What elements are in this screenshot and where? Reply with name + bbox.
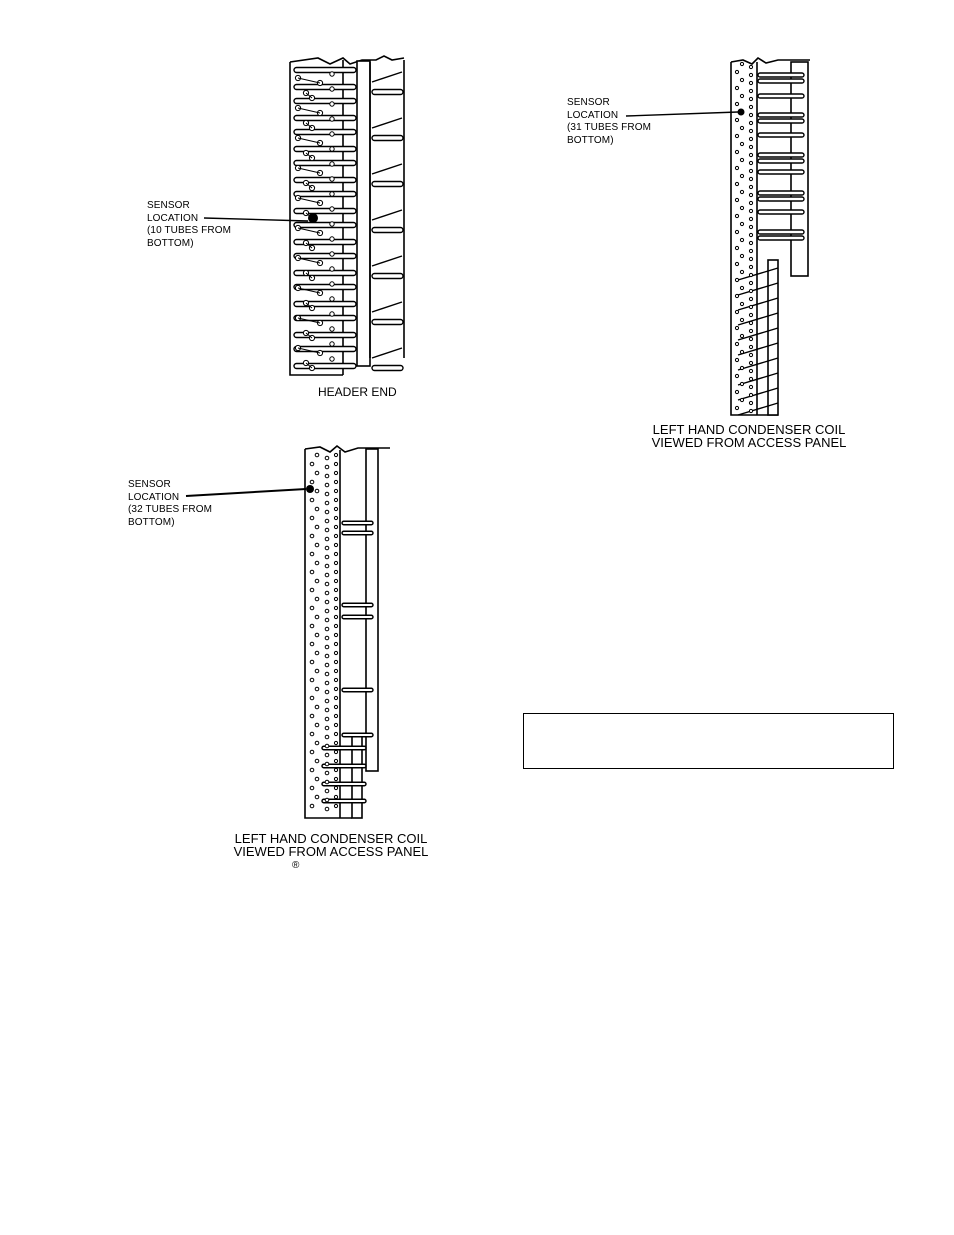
tube-end-dot	[334, 750, 337, 753]
tube-end-dot	[315, 615, 319, 619]
tube-end-dot	[325, 492, 329, 496]
tube-end-dot	[334, 453, 337, 456]
tube-end-dot	[325, 663, 329, 667]
coil-jagged-top	[290, 56, 404, 64]
tube-end-dot	[325, 600, 329, 604]
tube-end-dot	[740, 126, 743, 129]
coil-tube	[342, 733, 373, 737]
tube-end-dot	[334, 660, 337, 663]
tube-end-dot	[735, 246, 738, 249]
tube-end-dot	[334, 543, 337, 546]
tube-end-dot	[740, 302, 743, 305]
tube-end-dot	[325, 636, 329, 640]
tube-end-dot	[749, 393, 752, 396]
tube-end-dot	[740, 286, 743, 289]
tube-end-dot	[315, 597, 319, 601]
tube-end-dot	[310, 606, 314, 610]
coil-tube	[294, 192, 356, 197]
tube-end-dot	[334, 723, 337, 726]
tube-end-dot	[315, 525, 319, 529]
tube-end-dot	[315, 687, 319, 691]
tube-end-dot	[749, 265, 752, 268]
tube-end-dot	[315, 471, 319, 475]
coil-tube	[758, 191, 804, 195]
tube-end-dot	[315, 705, 319, 709]
tube-end-dot	[749, 329, 752, 332]
tube-end-dot	[330, 252, 334, 256]
tube-end-dot	[749, 137, 752, 140]
coil-tube	[294, 254, 356, 259]
tube-end-dot	[334, 462, 337, 465]
sensor-dot	[306, 485, 314, 493]
tube-end-dot	[310, 642, 314, 646]
tube-end-dot	[310, 570, 314, 574]
sensor-dot	[308, 213, 318, 223]
tube-end-dot	[740, 222, 743, 225]
coil-tube	[372, 320, 403, 325]
coil-tube	[758, 230, 804, 234]
coil-tube	[372, 366, 403, 371]
tube-end-dot	[330, 207, 334, 211]
tube-end-dot	[325, 726, 329, 730]
tube-end-dot	[310, 498, 314, 502]
tube-end-dot	[330, 327, 334, 331]
tube-end-dot	[735, 278, 738, 281]
tube-end-dot	[310, 768, 314, 772]
coil-tube	[758, 94, 804, 98]
tube-end-dot	[740, 382, 743, 385]
tube-end-dot	[315, 651, 319, 655]
tube-end-dot	[310, 714, 314, 718]
coil-tube	[294, 316, 356, 321]
tube-end-dot	[334, 732, 337, 735]
tube-end-dot	[740, 190, 743, 193]
tube-end-dot	[334, 615, 337, 618]
tube-end-dot	[740, 254, 743, 257]
tube-end-dot	[310, 750, 314, 754]
tube-end-dot	[749, 313, 752, 316]
tube-end-dot	[310, 516, 314, 520]
tube-end-dot	[334, 795, 337, 798]
tube-end-dot	[315, 723, 319, 727]
tube-end-dot	[325, 735, 329, 739]
tube-end-dot	[735, 86, 738, 89]
tube-end-dot	[330, 147, 334, 151]
tube-end-dot	[749, 113, 752, 116]
tube-end-dot	[749, 105, 752, 108]
tube-end-dot	[325, 654, 329, 658]
tube-end-dot	[334, 489, 337, 492]
sensor-label-figure-b: SENSOR LOCATION (32 TUBES FROM BOTTOM)	[128, 479, 213, 528]
tube-end-dot	[735, 310, 738, 313]
tube-end-dot	[330, 192, 334, 196]
tube-end-dot	[325, 762, 329, 766]
tube-end-dot	[315, 489, 319, 493]
coil-tube	[372, 90, 403, 95]
tube-end-dot	[749, 169, 752, 172]
tube-end-dot	[325, 717, 329, 721]
coil-tube	[294, 161, 356, 166]
tube-end-dot	[735, 150, 738, 153]
tube-end-dot	[749, 217, 752, 220]
tube-end-dot	[334, 786, 337, 789]
coil-tube	[294, 85, 356, 90]
coil-tube-bend	[372, 72, 402, 82]
coil-tube-bend	[372, 302, 402, 312]
tube-end-dot	[740, 78, 743, 81]
tube-end-dot	[749, 177, 752, 180]
tube-end-dot	[735, 342, 738, 345]
tube-end-dot	[735, 214, 738, 217]
tube-end-dot	[310, 534, 314, 538]
tube-end-dot	[740, 270, 743, 273]
tube-end-dot	[334, 579, 337, 582]
coil-tube	[294, 68, 356, 73]
tube-end-dot	[310, 678, 314, 682]
caption-figure-b: LEFT HAND CONDENSER COIL VIEWED FROM ACCESS PANEL	[233, 831, 429, 859]
tube-end-dot	[325, 564, 329, 568]
coil-tube	[294, 99, 356, 104]
tube-end-dot	[325, 618, 329, 622]
tube-end-dot	[749, 129, 752, 132]
coil-tube	[372, 228, 403, 233]
tube-end-dot	[735, 182, 738, 185]
tube-end-dot	[749, 193, 752, 196]
coil-tube	[758, 113, 804, 117]
tube-end-dot	[315, 669, 319, 673]
tube-end-dot	[334, 588, 337, 591]
tube-end-dot	[749, 209, 752, 212]
tube-end-dot	[334, 498, 337, 501]
tube-end-dot	[749, 353, 752, 356]
tube-end-dot	[749, 89, 752, 92]
tube-end-dot	[735, 230, 738, 233]
tube-end-dot	[315, 741, 319, 745]
coil-tube	[758, 159, 804, 163]
coil-tube-bend	[372, 210, 402, 220]
coil-tube	[372, 136, 403, 141]
tube-end-dot	[749, 289, 752, 292]
tube-end-dot	[735, 118, 738, 121]
tube-end-dot	[749, 273, 752, 276]
tube-end-dot	[749, 97, 752, 100]
tube-end-dot	[334, 804, 337, 807]
tube-end-dot	[740, 174, 743, 177]
tube-end-dot	[334, 777, 337, 780]
tube-end-dot	[334, 696, 337, 699]
tube-end-dot	[749, 249, 752, 252]
tube-end-dot	[749, 337, 752, 340]
coil-tube	[372, 274, 403, 279]
tube-end-dot	[334, 768, 337, 771]
coil-tube-bend	[372, 164, 402, 174]
tube-end-dot	[334, 669, 337, 672]
tube-end-dot	[334, 534, 337, 537]
tube-connector	[298, 108, 320, 113]
coil-tube	[294, 116, 356, 121]
tube-end-dot	[310, 462, 314, 466]
tube-end-dot	[330, 177, 334, 181]
tube-end-dot	[740, 142, 743, 145]
coil-tube-bend	[372, 118, 402, 128]
tube-end-dot	[325, 807, 329, 811]
tube-end-dot	[735, 166, 738, 169]
tube-end-dot	[749, 345, 752, 348]
coil-tube	[758, 153, 804, 157]
registered-mark: ®	[292, 860, 300, 871]
tube-end-dot	[740, 318, 743, 321]
tube-end-dot	[315, 543, 319, 547]
tube-end-dot	[325, 501, 329, 505]
coil-tube	[758, 73, 804, 77]
tube-end-dot	[740, 158, 743, 161]
tube-end-dot	[310, 732, 314, 736]
tube-end-dot	[325, 672, 329, 676]
caption-figure-c: LEFT HAND CONDENSER COIL VIEWED FROM ACCESS PANEL	[651, 422, 847, 450]
coil-tube	[758, 79, 804, 83]
tube-end-dot	[330, 132, 334, 136]
tube-end-dot	[325, 771, 329, 775]
tube-end-dot	[749, 121, 752, 124]
tube-end-dot	[740, 334, 743, 337]
tube-end-dot	[749, 257, 752, 260]
tube-end-dot	[330, 237, 334, 241]
tube-end-dot	[749, 401, 752, 404]
tube-end-dot	[325, 510, 329, 514]
coil-tube	[342, 531, 373, 535]
tube-end-dot	[735, 294, 738, 297]
tube-end-dot	[330, 297, 334, 301]
tube-connector	[298, 78, 320, 83]
tube-end-dot	[310, 480, 314, 484]
tube-end-dot	[315, 507, 319, 511]
tube-end-dot	[315, 795, 319, 799]
tube-end-dot	[735, 102, 738, 105]
coil-tube	[342, 688, 373, 692]
tube-end-dot	[334, 525, 337, 528]
tube-connector	[298, 228, 320, 233]
tube-end-dot	[334, 651, 337, 654]
tube-end-dot	[325, 627, 329, 631]
coil-tube-bend	[372, 256, 402, 266]
tube-end-dot	[740, 94, 743, 97]
tube-end-dot	[735, 406, 738, 409]
coil-tube	[758, 210, 804, 214]
tube-connector	[298, 168, 320, 173]
tube-end-dot	[330, 87, 334, 91]
tube-end-dot	[325, 699, 329, 703]
coil-tube	[758, 236, 804, 240]
sensor-dot	[738, 109, 745, 116]
coil-tube-bend	[372, 348, 402, 358]
tube-end-dot	[735, 390, 738, 393]
coil-tube	[758, 119, 804, 123]
tube-end-dot	[325, 546, 329, 550]
tube-end-dot	[315, 777, 319, 781]
tube-end-dot	[330, 342, 334, 346]
tube-end-dot	[330, 222, 334, 226]
tube-end-dot	[325, 456, 329, 460]
tube-end-dot	[735, 358, 738, 361]
tube-end-dot	[735, 70, 738, 73]
coil-tube	[758, 197, 804, 201]
tube-end-dot	[330, 282, 334, 286]
tube-end-dot	[749, 385, 752, 388]
tube-end-dot	[740, 398, 743, 401]
tube-end-dot	[330, 162, 334, 166]
tube-end-dot	[334, 687, 337, 690]
tube-end-dot	[325, 573, 329, 577]
tube-end-dot	[735, 262, 738, 265]
tube-end-dot	[334, 606, 337, 609]
tube-end-dot	[749, 201, 752, 204]
tube-end-dot	[740, 62, 743, 65]
tube-end-dot	[735, 326, 738, 329]
tube-end-dot	[334, 678, 337, 681]
tube-end-dot	[749, 369, 752, 372]
tube-end-dot	[749, 145, 752, 148]
tube-end-dot	[749, 153, 752, 156]
note-box	[523, 713, 894, 769]
tube-end-dot	[735, 374, 738, 377]
tube-end-dot	[334, 516, 337, 519]
tube-end-dot	[749, 409, 752, 412]
tube-end-dot	[310, 804, 314, 808]
tube-end-dot	[325, 780, 329, 784]
tube-end-dot	[315, 633, 319, 637]
tube-end-dot	[325, 789, 329, 793]
tube-end-dot	[334, 741, 337, 744]
tube-end-dot	[334, 552, 337, 555]
sensor-label-figure-c: SENSOR LOCATION (31 TUBES FROM BOTTOM)	[567, 97, 652, 146]
coil-tube	[372, 182, 403, 187]
tube-end-dot	[325, 798, 329, 802]
tube-end-dot	[325, 582, 329, 586]
coil-tube	[758, 170, 804, 174]
sensor-label-figure-a: SENSOR LOCATION (10 TUBES FROM BOTTOM)	[147, 200, 232, 249]
tube-end-dot	[315, 453, 319, 457]
tube-end-dot	[325, 753, 329, 757]
tube-end-dot	[749, 233, 752, 236]
coil-tube	[758, 133, 804, 137]
tube-end-dot	[325, 645, 329, 649]
tube-end-dot	[330, 357, 334, 361]
tube-end-dot	[325, 537, 329, 541]
tube-connector	[298, 198, 320, 203]
tube-end-dot	[749, 297, 752, 300]
tube-end-dot	[315, 759, 319, 763]
tube-end-dot	[334, 507, 337, 510]
tube-end-dot	[334, 642, 337, 645]
coil-tube	[342, 603, 373, 607]
tube-end-dot	[310, 660, 314, 664]
tube-end-dot	[325, 483, 329, 487]
tube-end-dot	[325, 474, 329, 478]
tube-end-dot	[749, 185, 752, 188]
tube-end-dot	[325, 591, 329, 595]
tube-end-dot	[325, 681, 329, 685]
tube-end-dot	[334, 633, 337, 636]
tube-end-dot	[325, 609, 329, 613]
coil-tube	[342, 521, 373, 525]
tube-end-dot	[334, 624, 337, 627]
tube-end-dot	[749, 73, 752, 76]
tube-end-dot	[740, 350, 743, 353]
tube-end-dot	[315, 561, 319, 565]
tube-end-dot	[749, 161, 752, 164]
tube-end-dot	[735, 198, 738, 201]
tube-end-dot	[330, 102, 334, 106]
tube-end-dot	[310, 552, 314, 556]
tube-end-dot	[749, 321, 752, 324]
tube-end-dot	[310, 696, 314, 700]
tube-end-dot	[330, 117, 334, 121]
tube-end-dot	[334, 471, 337, 474]
tube-end-dot	[334, 570, 337, 573]
caption-header-end: HEADER END	[318, 385, 397, 399]
tube-end-dot	[330, 267, 334, 271]
tube-end-dot	[330, 312, 334, 316]
tube-end-dot	[325, 465, 329, 469]
tube-end-dot	[334, 561, 337, 564]
tube-end-dot	[325, 744, 329, 748]
tube-end-dot	[749, 305, 752, 308]
tube-end-dot	[749, 377, 752, 380]
tube-end-dot	[740, 238, 743, 241]
tube-end-dot	[325, 555, 329, 559]
coil-tube	[294, 147, 356, 152]
tube-end-dot	[334, 705, 337, 708]
tube-end-dot	[325, 528, 329, 532]
tube-end-dot	[749, 225, 752, 228]
tube-end-dot	[334, 714, 337, 717]
tube-end-dot	[334, 480, 337, 483]
tube-end-dot	[740, 366, 743, 369]
tube-end-dot	[749, 241, 752, 244]
tube-end-dot	[749, 361, 752, 364]
coil-tube	[294, 130, 356, 135]
tube-end-dot	[749, 65, 752, 68]
tube-end-dot	[749, 281, 752, 284]
tube-end-dot	[325, 519, 329, 523]
tube-end-dot	[330, 72, 334, 76]
tube-end-dot	[310, 588, 314, 592]
tube-end-dot	[325, 708, 329, 712]
coil-tube	[342, 615, 373, 619]
tube-end-dot	[749, 81, 752, 84]
tube-end-dot	[310, 624, 314, 628]
coil-tube	[294, 223, 356, 228]
tube-end-dot	[310, 786, 314, 790]
tube-end-dot	[334, 597, 337, 600]
tube-end-dot	[334, 759, 337, 762]
tube-end-dot	[325, 690, 329, 694]
tube-connector	[298, 138, 320, 143]
tube-end-dot	[740, 206, 743, 209]
tube-end-dot	[315, 579, 319, 583]
tube-end-dot	[735, 134, 738, 137]
